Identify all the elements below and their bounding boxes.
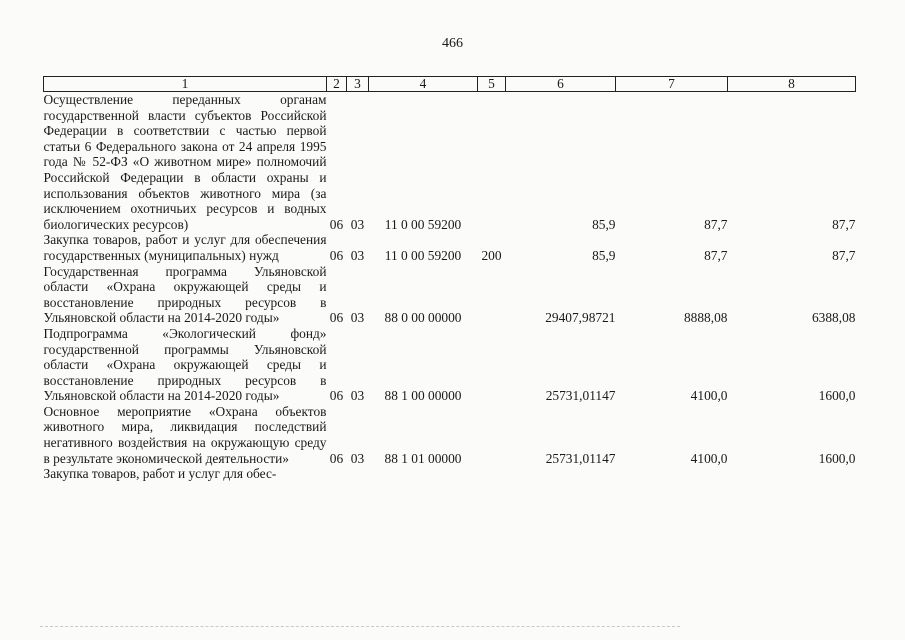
row-value-col7: 4100,0: [690, 450, 728, 466]
col-header-2: 2: [327, 77, 347, 92]
row-vr: [478, 92, 506, 233]
row-value-col8: 1600,0: [818, 450, 856, 466]
row-value-col8: 87,7: [832, 216, 856, 232]
table-row: [44, 466, 856, 482]
col-header-5: 5: [478, 77, 506, 92]
row-pr: 03: [350, 450, 365, 466]
row-value-col7: [616, 466, 728, 482]
row-name: Закупка товаров, работ и услуг для обеспечения государственных (муниципальных) нужд: [43, 232, 327, 263]
col-header-6: 6: [506, 77, 616, 92]
row-name: Государственная программа Ульяновской области «Охрана окружающей среды и восстановление природных ресурсов в Ульяновской области на 2014-2020 годы»: [43, 263, 327, 326]
row-csr: [369, 466, 478, 482]
row-pr: 03: [350, 247, 365, 263]
row-value-col7: 87,7: [704, 247, 728, 263]
row-value-col6: 85,9: [592, 216, 616, 232]
table-row: [44, 92, 856, 233]
budget-table: [43, 76, 856, 482]
row-rz: 06: [329, 388, 344, 404]
row-name: Закупка товаров, работ и услуг для обес-: [43, 466, 277, 482]
row-csr: 11 0 00 59200: [384, 247, 462, 263]
row-name: Осуществление переданных органам государственной власти субъектов Российской Федерации в соответствии с частью первой статьи 6 Федерального закона от 24 апреля 1995 года № 52-ФЗ «О животном мире» полномочий Российской Федерации в области охраны и использования объектов животного мира (за исключением охотничьих ресурсов и водных биологических ресурсов): [43, 92, 327, 232]
row-csr: 88 1 00 00000: [384, 388, 462, 404]
col-header-1: 1: [44, 77, 327, 92]
col-header-4: 4: [369, 77, 478, 92]
table-row: [44, 326, 856, 404]
row-pr: [347, 466, 369, 482]
row-value-col7: 8888,08: [683, 310, 728, 326]
row-pr: 03: [350, 310, 365, 326]
row-csr: 88 1 01 00000: [384, 450, 462, 466]
row-rz: [327, 466, 347, 482]
row-vr: [478, 264, 506, 326]
row-csr: 11 0 00 59200: [384, 216, 462, 232]
row-value-col6: 25731,01147: [545, 388, 616, 404]
row-value-col7: 87,7: [704, 216, 728, 232]
row-pr: 03: [350, 216, 365, 232]
row-vr: [478, 326, 506, 404]
header-row: [44, 77, 856, 92]
row-vr: 200: [481, 247, 502, 263]
row-value-col8: [728, 466, 856, 482]
row-name: Подпрограмма «Экологический фонд» государственной программы Ульяновской области «Охрана окружающей среды и восстановление природных ресурсов в Ульяновской области на 2014-2020 годы»: [43, 325, 327, 404]
table-row: [44, 264, 856, 326]
row-rz: 06: [329, 216, 344, 232]
row-value-col6: [506, 466, 616, 482]
table-row: [44, 404, 856, 466]
table-row: [44, 232, 856, 263]
row-value-col8: 1600,0: [818, 388, 856, 404]
row-value-col6: 85,9: [592, 247, 616, 263]
row-rz: 06: [329, 247, 344, 263]
row-value-col8: 6388,08: [811, 310, 856, 326]
page-number: 466: [442, 36, 463, 51]
row-pr: 03: [350, 388, 365, 404]
col-header-3: 3: [347, 77, 369, 92]
row-rz: 06: [329, 310, 344, 326]
row-vr: [478, 466, 506, 482]
row-value-col8: 87,7: [832, 247, 856, 263]
row-value-col6: 25731,01147: [545, 450, 616, 466]
col-header-7: 7: [616, 77, 728, 92]
row-rz: 06: [329, 450, 344, 466]
row-csr: 88 0 00 00000: [384, 310, 462, 326]
col-header-8: 8: [728, 77, 856, 92]
scan-edge-rule: [40, 626, 680, 627]
row-value-col6: 29407,98721: [545, 310, 616, 326]
row-vr: [478, 404, 506, 466]
row-name: Основное мероприятие «Охрана объектов животного мира, ликвидация последствий негативного воздействия на окружающую среду в результате экономической деятельности»: [43, 403, 327, 466]
row-value-col7: 4100,0: [690, 388, 728, 404]
